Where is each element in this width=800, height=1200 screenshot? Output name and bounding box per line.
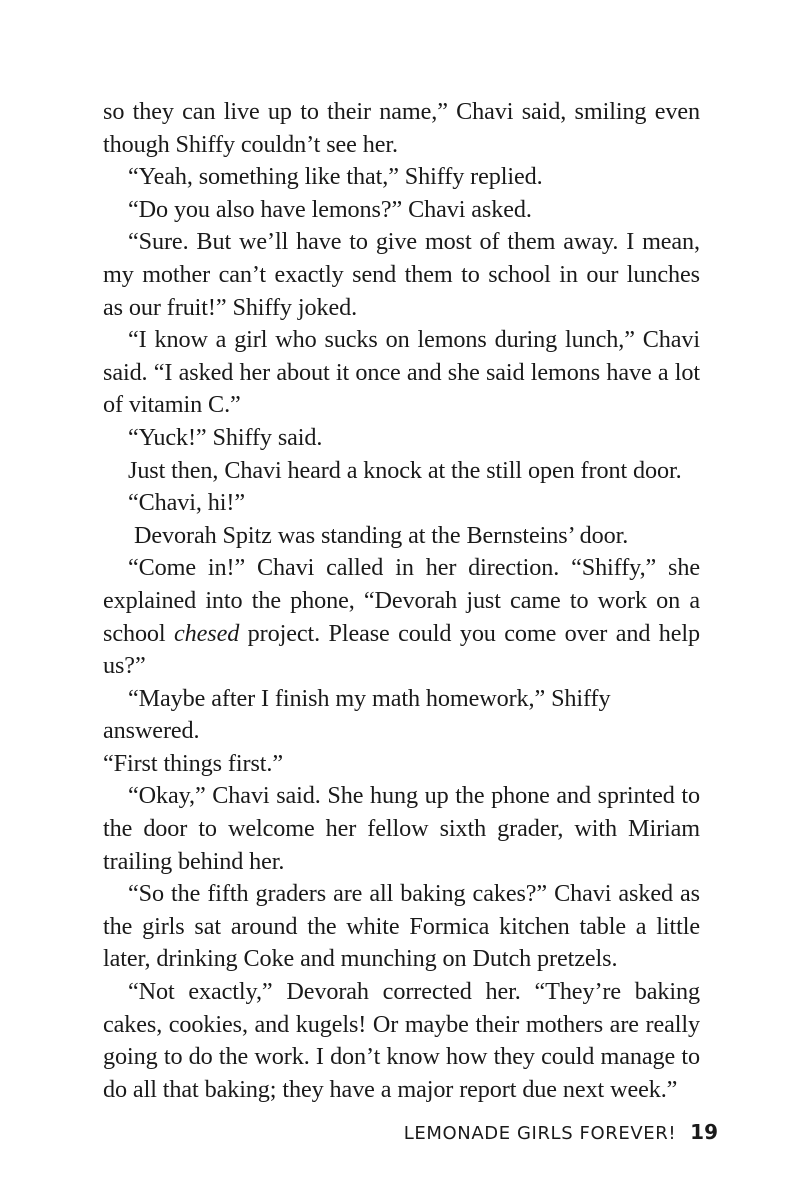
paragraph-10-text-end: project. Please could you come over and help us?”	[103, 619, 700, 680]
paragraph-1: so they can live up to their name,” Chavi said, smiling even though Shiffy couldn’t see her.	[103, 98, 700, 158]
paragraph-3: “Do you also have lemons?” Chavi asked.	[128, 195, 532, 223]
paragraph-5: “I know a girl who sucks on lemons during lunch,” Chavi said. “I asked her about it once and she said lemons have a lot of vitamin C.”	[103, 326, 700, 419]
paragraph-4: “Sure. But we’ll have to give most of them away. I mean, my mother can’t exactly send them to school in our lunches as our fruit!” Shiffy joked.	[103, 228, 700, 321]
page-footer	[404, 1120, 718, 1144]
body-text	[103, 96, 700, 1106]
paragraph-15: “Not exactly,” Devorah corrected her. “They’re baking cakes, cookies, and kugels! Or maybe their mothers are really going to do the work. I don’t know how they could manage to do all that baking; they have a major report due next week.”	[103, 978, 700, 1103]
page-number: 19	[690, 1120, 718, 1144]
paragraph-13: “Okay,” Chavi said. She hung up the phone and sprinted to the door to welcome her fellow sixth grader, with Miriam trailing behind her.	[103, 782, 700, 875]
paragraph-12: “First things first.”	[103, 749, 283, 777]
paragraph-10-text: “Come in!” Chavi called in her direction. “Shiffy,” she explained into the phone, “Devorah just came to work on a school	[103, 554, 700, 647]
paragraph-9: Devorah Spitz was standing at the Bernsteins’ door.	[134, 521, 629, 549]
paragraph-10	[103, 552, 700, 682]
italic-word: chesed	[174, 619, 240, 647]
paragraph-6: “Yuck!” Shiffy said.	[128, 423, 323, 451]
running-head: LEMONADE GIRLS FOREVER!	[403, 1123, 677, 1144]
paragraph-7: Just then, Chavi heard a knock at the still open front door.	[128, 456, 682, 484]
paragraph-14: “So the fifth graders are all baking cakes?” Chavi asked as the girls sat around the white Formica kitchen table a little later, drinking Coke and munching on Dutch pretzels.	[103, 880, 700, 973]
paragraph-2: “Yeah, something like that,” Shiffy replied.	[128, 163, 543, 191]
paragraph-11: “Maybe after I finish my math homework,” Shiffy answered.	[103, 684, 611, 745]
paragraph-8: “Chavi, hi!”	[128, 489, 246, 517]
